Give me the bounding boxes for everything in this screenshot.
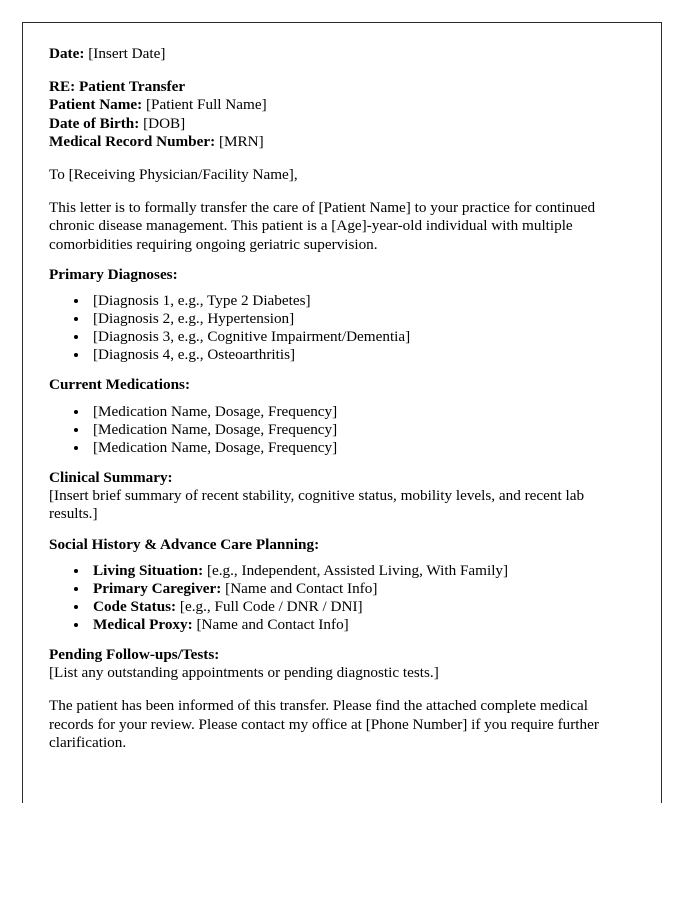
spacer xyxy=(49,554,627,562)
list-item-value: [Name and Contact Info] xyxy=(196,615,349,633)
pending-followups-body: [List any outstanding appointments or pending diagnostic tests.] xyxy=(49,664,439,682)
list-item xyxy=(89,598,627,616)
list-item-label: Living Situation: xyxy=(93,561,204,579)
list-item: • [Diagnosis 1, e.g., Type 2 Diabetes] xyxy=(89,292,627,310)
patient-name-line xyxy=(49,96,627,114)
current-medications-heading: Current Medications: xyxy=(49,376,191,394)
date-of-birth-value: [DOB] xyxy=(143,114,186,132)
medical-record-number-line xyxy=(49,133,627,151)
patient-name-label: Patient Name: xyxy=(49,96,143,114)
list-item xyxy=(89,580,627,598)
list-item-label: Medical Proxy: xyxy=(93,615,193,633)
spacer xyxy=(49,634,627,646)
social-history-heading: Social History & Advance Care Planning: xyxy=(49,535,320,553)
spacer xyxy=(49,364,627,376)
spacer xyxy=(49,395,627,403)
spacer xyxy=(49,457,627,469)
intro-paragraph: This letter is to formally transfer the care of [Patient Name] to your practice for continued chronic disease management. This patient is a [Age]-year-old individual with multiple comorbidities requiring ongoing geriatric supervision. xyxy=(49,199,596,253)
re-line-text: RE: Patient Transfer xyxy=(49,78,186,96)
document-body xyxy=(49,45,627,752)
date-value: [Insert Date] xyxy=(88,45,166,62)
patient-identifiers-block xyxy=(49,78,627,151)
spacer xyxy=(49,682,627,697)
document-page xyxy=(22,22,662,803)
list-item: • [Medication Name, Dosage, Frequency] xyxy=(89,403,627,421)
social-history-list xyxy=(49,562,627,634)
date-of-birth-line xyxy=(49,115,627,133)
medical-record-number-value: [MRN] xyxy=(218,132,264,150)
date-label: Date: xyxy=(49,45,85,62)
pending-followups-heading: Pending Follow-ups/Tests: xyxy=(49,646,220,664)
medical-record-number-label: Medical Record Number: xyxy=(49,132,216,150)
date-line xyxy=(49,45,627,63)
salutation: To [Receiving Physician/Facility Name], xyxy=(49,166,298,184)
list-item: • [Diagnosis 3, e.g., Cognitive Impairment/Dementia] xyxy=(89,328,627,346)
list-item: • [Medication Name, Dosage, Frequency] xyxy=(89,439,627,457)
list-item-value: [e.g., Independent, Assisted Living, With Family] xyxy=(206,561,509,579)
list-item-label: Primary Caregiver: xyxy=(93,579,222,597)
list-item-value: [e.g., Full Code / DNR / DNI] xyxy=(179,597,363,615)
closing-paragraph: The patient has been informed of this transfer. Please find the attached complete medical records for your review. Please contact my office at [Phone Number] if you require further clarification. xyxy=(49,697,599,751)
primary-diagnoses-heading: Primary Diagnoses: xyxy=(49,265,178,283)
spacer xyxy=(49,151,627,166)
list-item xyxy=(89,616,627,634)
list-item: • [Medication Name, Dosage, Frequency] xyxy=(89,421,627,439)
spacer xyxy=(49,63,627,78)
spacer xyxy=(49,284,627,292)
list-item-value: [Name and Contact Info] xyxy=(225,579,378,597)
clinical-summary-heading: Clinical Summary: xyxy=(49,468,173,486)
spacer xyxy=(49,254,627,266)
re-line xyxy=(49,78,627,96)
date-of-birth-label: Date of Birth: xyxy=(49,114,140,132)
list-item-label: Code Status: xyxy=(93,597,177,615)
list-item: • [Diagnosis 2, e.g., Hypertension] xyxy=(89,310,627,328)
current-medications-list xyxy=(49,403,627,457)
list-item xyxy=(89,562,627,580)
primary-diagnoses-list xyxy=(49,292,627,364)
list-item: • [Diagnosis 4, e.g., Osteoarthritis] xyxy=(89,346,627,364)
spacer xyxy=(49,184,627,199)
patient-name-value: [Patient Full Name] xyxy=(146,96,267,114)
clinical-summary-body: [Insert brief summary of recent stability, cognitive status, mobility levels, and recent lab results.] xyxy=(49,487,585,523)
spacer xyxy=(49,524,627,536)
